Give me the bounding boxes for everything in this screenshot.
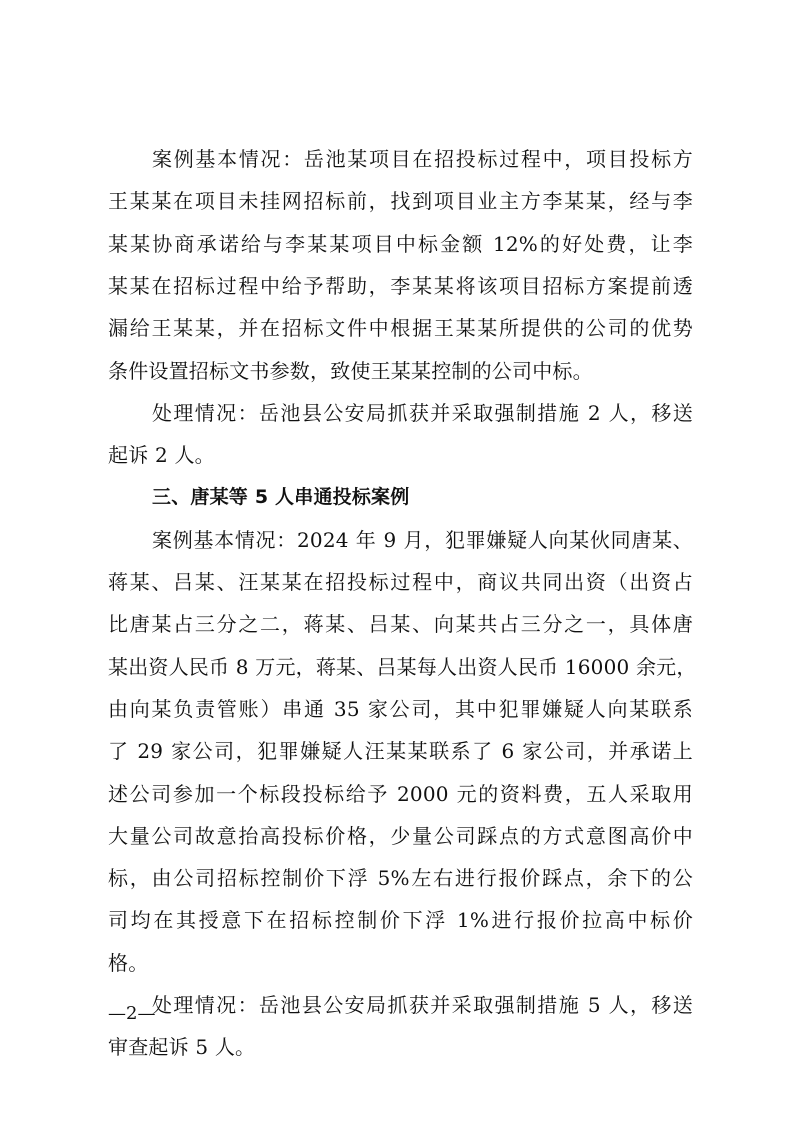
case-paragraph-line: 蒋某、吕某、汪某某在招投标过程中，商议共同出资（出资占: [108, 570, 693, 594]
case-paragraph-line: 了 29 家公司，犯罪嫌疑人汪某某联系了 6 家公司，并承诺上: [108, 739, 693, 763]
case-paragraph-line: 王某某在项目未挂网招标前，找到项目业主方李某某，经与李: [108, 189, 693, 213]
section-heading: 三、唐某等 5 人串通投标案例: [152, 486, 410, 508]
page-number: —2—: [108, 1003, 156, 1024]
case-paragraph-line: 大量公司故意抬高投标价格，少量公司踩点的方式意图高价中: [108, 824, 693, 848]
case-paragraph-line: 某某协商承诺给与李某某项目中标金额 12%的好处费，让李: [108, 232, 693, 256]
handling-paragraph-line: 审查起诉 5 人。: [108, 1035, 256, 1059]
case-paragraph-line: 述公司参加一个标段投标给予 2000 元的资料费，五人采取用: [108, 782, 693, 806]
case-paragraph-line: 司均在其授意下在招标控制价下浮 1%进行报价拉高中标价: [108, 908, 693, 932]
case-paragraph-line: 案例基本情况：2024 年 9 月，犯罪嫌疑人向某伙同唐某、: [152, 528, 693, 552]
case-paragraph-line: 某出资人民币 8 万元，蒋某、吕某每人出资人民币 16000 余元，: [108, 655, 697, 679]
case-paragraph-line: 漏给王某某，并在招标文件中根据王某某所提供的公司的优势: [108, 316, 693, 340]
case-paragraph-line: 标，由公司招标控制价下浮 5%左右进行报价踩点，余下的公: [108, 866, 693, 890]
case-paragraph-line: 比唐某占三分之二，蒋某、吕某、向某共占三分之一，具体唐: [108, 612, 693, 636]
handling-paragraph-line: 处理情况：岳池县公安局抓获并采取强制措施 5 人，移送: [152, 993, 693, 1017]
case-paragraph-line: 案例基本情况：岳池某项目在招投标过程中，项目投标方: [152, 147, 693, 171]
case-paragraph-line: 某某在招标过程中给予帮助，李某某将该项目招标方案提前透: [108, 274, 693, 298]
case-paragraph-line: 格。: [108, 951, 149, 975]
handling-paragraph-line: 处理情况：岳池县公安局抓获并采取强制措施 2 人，移送: [152, 401, 693, 425]
case-paragraph-line: 条件设置招标文书参数，致使王某某控制的公司中标。: [108, 359, 593, 383]
handling-paragraph-line: 起诉 2 人。: [108, 443, 215, 467]
case-paragraph-line: 由向某负责管账）串通 35 家公司，其中犯罪嫌疑人向某联系: [108, 697, 693, 721]
